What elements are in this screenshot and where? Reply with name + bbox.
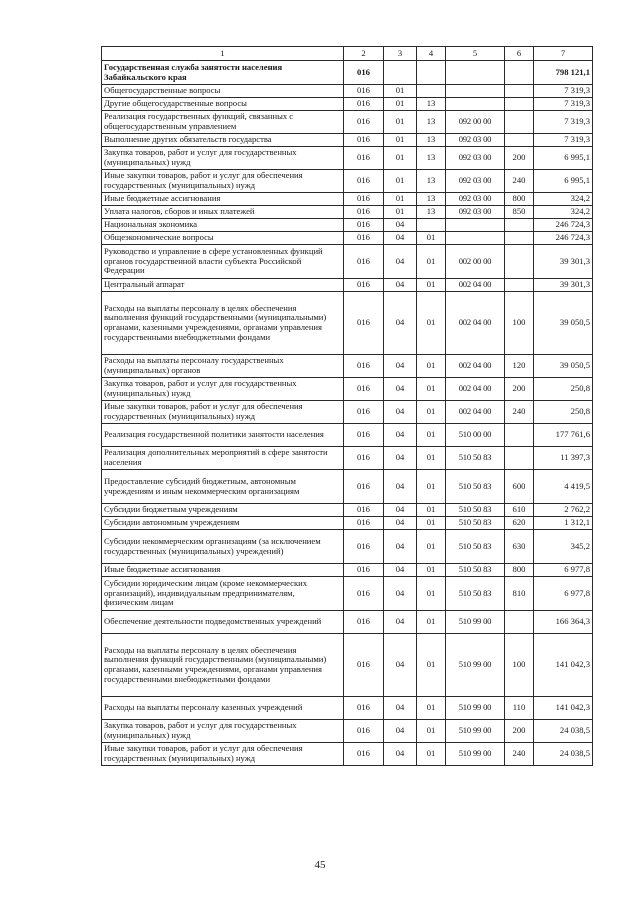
- target-code-cell: 092 03 00: [446, 206, 505, 219]
- target-code-cell: 002 04 00: [446, 378, 505, 401]
- row-name-cell: Субсидии бюджетным учреждениям: [102, 504, 344, 517]
- table-row: [102, 147, 593, 170]
- section-code-cell: 04: [384, 279, 417, 292]
- expense-type-cell: 800: [505, 564, 534, 577]
- subsection-code-cell: 13: [417, 193, 446, 206]
- expense-type-cell: [505, 424, 534, 447]
- amount-cell: 39 301,3: [534, 279, 593, 292]
- ministry-code-cell: 016: [344, 577, 384, 611]
- amount-cell: 39 301,3: [534, 245, 593, 279]
- row-name-cell: Государственная служба занятости населения Забайкальского края: [102, 61, 344, 85]
- ministry-code-cell: 016: [344, 611, 384, 634]
- table-row: [102, 134, 593, 147]
- ministry-code-cell: 016: [344, 219, 384, 232]
- page-number: 45: [314, 859, 326, 871]
- budget-table: [101, 46, 593, 766]
- table-row: [102, 470, 593, 504]
- expense-type-cell: [505, 111, 534, 134]
- target-code-cell: 510 99 00: [446, 743, 505, 766]
- amount-cell: 250,8: [534, 378, 593, 401]
- target-code-cell: 092 03 00: [446, 193, 505, 206]
- header-row: [102, 47, 593, 61]
- table-row: [102, 517, 593, 530]
- subsection-code-cell: 13: [417, 111, 446, 134]
- amount-cell: 7 319,3: [534, 98, 593, 111]
- expense-type-cell: 620: [505, 517, 534, 530]
- target-code-cell: 002 04 00: [446, 279, 505, 292]
- expense-type-cell: [505, 245, 534, 279]
- amount-cell: 324,2: [534, 193, 593, 206]
- table-row: [102, 424, 593, 447]
- row-name-cell: Реализация дополнительных мероприятий в сфере занятости населения: [102, 447, 344, 470]
- subsection-code-cell: 01: [417, 697, 446, 720]
- ministry-code-cell: 016: [344, 61, 384, 85]
- expense-type-cell: 630: [505, 530, 534, 564]
- section-code-cell: 01: [384, 193, 417, 206]
- section-code-cell: 04: [384, 504, 417, 517]
- row-name-cell: Закупка товаров, работ и услуг для государственных (муниципальных) нужд: [102, 378, 344, 401]
- table-row: [102, 504, 593, 517]
- section-code-cell: 04: [384, 219, 417, 232]
- amount-cell: 7 319,3: [534, 111, 593, 134]
- ministry-code-cell: 016: [344, 634, 384, 697]
- section-code-cell: 04: [384, 424, 417, 447]
- section-code-cell: 04: [384, 401, 417, 424]
- subsection-code-cell: 01: [417, 232, 446, 245]
- header-cell-6: 6: [505, 47, 534, 61]
- table-row: [102, 206, 593, 219]
- expense-type-cell: 240: [505, 170, 534, 193]
- row-name-cell: Расходы на выплаты персоналу в целях обеспечения выполнения функций государственными (муниципальными) органами, казенными учреждениями, органами управления государственными внебюджетными фондами: [102, 634, 344, 697]
- section-code-cell: 01: [384, 147, 417, 170]
- row-name-cell: Расходы на выплаты персоналу государственных (муниципальных) органов: [102, 355, 344, 378]
- table-row: [102, 530, 593, 564]
- expense-type-cell: 810: [505, 577, 534, 611]
- amount-cell: 6 977,8: [534, 564, 593, 577]
- section-code-cell: 01: [384, 85, 417, 98]
- target-code-cell: 510 50 83: [446, 517, 505, 530]
- target-code-cell: [446, 232, 505, 245]
- subsection-code-cell: 01: [417, 470, 446, 504]
- section-code-cell: 04: [384, 447, 417, 470]
- target-code-cell: 510 50 83: [446, 577, 505, 611]
- section-code-cell: 04: [384, 611, 417, 634]
- section-code-cell: 04: [384, 743, 417, 766]
- amount-cell: 7 319,3: [534, 85, 593, 98]
- subsection-code-cell: [417, 85, 446, 98]
- table-row: [102, 85, 593, 98]
- amount-cell: 4 419,5: [534, 470, 593, 504]
- target-code-cell: [446, 98, 505, 111]
- header-cell-4: 4: [417, 47, 446, 61]
- target-code-cell: 092 03 00: [446, 170, 505, 193]
- section-code-cell: 04: [384, 245, 417, 279]
- row-name-cell: Субсидии автономным учреждениям: [102, 517, 344, 530]
- subsection-code-cell: 01: [417, 401, 446, 424]
- row-name-cell: Иные закупки товаров, работ и услуг для обеспечения государственных (муниципальных) нужд: [102, 401, 344, 424]
- amount-cell: 11 397,3: [534, 447, 593, 470]
- ministry-code-cell: 016: [344, 85, 384, 98]
- table-row: [102, 355, 593, 378]
- ministry-code-cell: 016: [344, 470, 384, 504]
- row-name-cell: Руководство и управление в сфере установленных функций органов государственной власти субъекта Российской Федерации: [102, 245, 344, 279]
- amount-cell: 141 042,3: [534, 697, 593, 720]
- row-name-cell: Расходы на выплаты персоналу в целях обеспечения выполнения функций государственными (муниципальными) органами, казенными учреждениями, органами управления государственными внебюджетными фондами: [102, 292, 344, 355]
- expense-type-cell: 200: [505, 720, 534, 743]
- subsection-code-cell: [417, 61, 446, 85]
- table-row: [102, 634, 593, 697]
- ministry-code-cell: 016: [344, 517, 384, 530]
- expense-type-cell: [505, 611, 534, 634]
- row-name-cell: Иные закупки товаров, работ и услуг для обеспечения государственных (муниципальных) нужд: [102, 743, 344, 766]
- header-cell-3: 3: [384, 47, 417, 61]
- ministry-code-cell: 016: [344, 279, 384, 292]
- section-code-cell: 04: [384, 530, 417, 564]
- expense-type-cell: 100: [505, 634, 534, 697]
- expense-type-cell: [505, 98, 534, 111]
- section-code-cell: 04: [384, 577, 417, 611]
- target-code-cell: 002 04 00: [446, 355, 505, 378]
- target-code-cell: 510 50 83: [446, 447, 505, 470]
- table-row: [102, 611, 593, 634]
- row-name-cell: Обеспечение деятельности подведомственных учреждений: [102, 611, 344, 634]
- target-code-cell: 002 04 00: [446, 401, 505, 424]
- row-name-cell: Расходы на выплаты персоналу казенных учреждений: [102, 697, 344, 720]
- section-code-cell: 01: [384, 98, 417, 111]
- subsection-code-cell: 01: [417, 634, 446, 697]
- table-row: [102, 720, 593, 743]
- target-code-cell: 092 03 00: [446, 147, 505, 170]
- ministry-code-cell: 016: [344, 447, 384, 470]
- header-cell-5: 5: [446, 47, 505, 61]
- amount-cell: 6 995,1: [534, 147, 593, 170]
- amount-cell: 6 995,1: [534, 170, 593, 193]
- amount-cell: 39 050,5: [534, 292, 593, 355]
- row-name-cell: Субсидии некоммерческим организациям (за исключением государственных (муниципальных) учреждений): [102, 530, 344, 564]
- ministry-code-cell: 016: [344, 697, 384, 720]
- amount-cell: 24 038,5: [534, 720, 593, 743]
- subsection-code-cell: 13: [417, 206, 446, 219]
- ministry-code-cell: 016: [344, 564, 384, 577]
- ministry-code-cell: 016: [344, 111, 384, 134]
- target-code-cell: 510 99 00: [446, 611, 505, 634]
- subsection-code-cell: 01: [417, 378, 446, 401]
- target-code-cell: [446, 219, 505, 232]
- subsection-code-cell: 01: [417, 720, 446, 743]
- expense-type-cell: 240: [505, 743, 534, 766]
- expense-type-cell: 800: [505, 193, 534, 206]
- table-row: [102, 279, 593, 292]
- row-name-cell: Иные бюджетные ассигнования: [102, 564, 344, 577]
- table-row: [102, 564, 593, 577]
- table-row: [102, 193, 593, 206]
- amount-cell: 7 319,3: [534, 134, 593, 147]
- row-name-cell: Иные бюджетные ассигнования: [102, 193, 344, 206]
- amount-cell: 345,2: [534, 530, 593, 564]
- section-code-cell: 04: [384, 355, 417, 378]
- ministry-code-cell: 016: [344, 170, 384, 193]
- target-code-cell: 510 99 00: [446, 634, 505, 697]
- ministry-code-cell: 016: [344, 193, 384, 206]
- ministry-code-cell: 016: [344, 504, 384, 517]
- row-name-cell: Реализация государственных функций, связанных с общегосударственным управлением: [102, 111, 344, 134]
- ministry-code-cell: 016: [344, 245, 384, 279]
- section-code-cell: 01: [384, 206, 417, 219]
- expense-type-cell: [505, 134, 534, 147]
- row-name-cell: Общегосударственные вопросы: [102, 85, 344, 98]
- section-code-cell: 01: [384, 134, 417, 147]
- amount-cell: 24 038,5: [534, 743, 593, 766]
- expense-type-cell: [505, 279, 534, 292]
- expense-type-cell: 110: [505, 697, 534, 720]
- expense-type-cell: 120: [505, 355, 534, 378]
- table-row: [102, 447, 593, 470]
- section-code-cell: 04: [384, 634, 417, 697]
- header-cell-2: 2: [344, 47, 384, 61]
- expense-type-cell: [505, 232, 534, 245]
- table-row: [102, 98, 593, 111]
- amount-cell: 166 364,3: [534, 611, 593, 634]
- row-name-cell: Иные закупки товаров, работ и услуг для обеспечения государственных (муниципальных) нужд: [102, 170, 344, 193]
- table-row: [102, 743, 593, 766]
- subsection-code-cell: 01: [417, 530, 446, 564]
- ministry-code-cell: 016: [344, 98, 384, 111]
- target-code-cell: 002 04 00: [446, 292, 505, 355]
- expense-type-cell: [505, 447, 534, 470]
- row-name-cell: Предоставление субсидий бюджетным, автономным учреждениям и иным некоммерческим организациям: [102, 470, 344, 504]
- subsection-code-cell: 13: [417, 98, 446, 111]
- amount-cell: 1 312,1: [534, 517, 593, 530]
- ministry-code-cell: 016: [344, 401, 384, 424]
- section-code-cell: [384, 61, 417, 85]
- row-name-cell: Центральный аппарат: [102, 279, 344, 292]
- ministry-code-cell: 016: [344, 378, 384, 401]
- ministry-code-cell: 016: [344, 743, 384, 766]
- section-code-cell: 04: [384, 378, 417, 401]
- amount-cell: 6 977,8: [534, 577, 593, 611]
- section-code-cell: 04: [384, 697, 417, 720]
- table-row: [102, 378, 593, 401]
- target-code-cell: 510 50 83: [446, 504, 505, 517]
- ministry-code-cell: 016: [344, 355, 384, 378]
- table-row: [102, 245, 593, 279]
- amount-cell: 250,8: [534, 401, 593, 424]
- subsection-code-cell: 01: [417, 245, 446, 279]
- table-row: [102, 292, 593, 355]
- subsection-code-cell: 01: [417, 611, 446, 634]
- subsection-code-cell: 13: [417, 170, 446, 193]
- expense-type-cell: 850: [505, 206, 534, 219]
- table-row: [102, 111, 593, 134]
- amount-cell: 39 050,5: [534, 355, 593, 378]
- expense-type-cell: 600: [505, 470, 534, 504]
- amount-cell: 798 121,1: [534, 61, 593, 85]
- row-name-cell: Закупка товаров, работ и услуг для государственных (муниципальных) нужд: [102, 147, 344, 170]
- subsection-code-cell: 01: [417, 279, 446, 292]
- row-name-cell: Общеэкономические вопросы: [102, 232, 344, 245]
- table-row: [102, 697, 593, 720]
- expense-type-cell: [505, 219, 534, 232]
- ministry-code-cell: 016: [344, 134, 384, 147]
- row-name-cell: Субсидии юридическим лицам (кроме некоммерческих организаций), индивидуальным предпринимателям, физическим лицам: [102, 577, 344, 611]
- target-code-cell: 510 99 00: [446, 720, 505, 743]
- target-code-cell: 510 50 83: [446, 470, 505, 504]
- table-row: [102, 170, 593, 193]
- header-cell-1: 1: [102, 47, 344, 61]
- target-code-cell: 092 00 00: [446, 111, 505, 134]
- amount-cell: 141 042,3: [534, 634, 593, 697]
- table-row: [102, 61, 593, 85]
- ministry-code-cell: 016: [344, 530, 384, 564]
- table-body: [102, 47, 593, 766]
- table-row: [102, 577, 593, 611]
- subsection-code-cell: 01: [417, 504, 446, 517]
- target-code-cell: 002 00 00: [446, 245, 505, 279]
- subsection-code-cell: 01: [417, 292, 446, 355]
- subsection-code-cell: 13: [417, 134, 446, 147]
- section-code-cell: 04: [384, 292, 417, 355]
- subsection-code-cell: 01: [417, 564, 446, 577]
- section-code-cell: 04: [384, 517, 417, 530]
- amount-cell: 246 724,3: [534, 219, 593, 232]
- target-code-cell: 510 00 00: [446, 424, 505, 447]
- ministry-code-cell: 016: [344, 424, 384, 447]
- subsection-code-cell: [417, 219, 446, 232]
- target-code-cell: [446, 85, 505, 98]
- section-code-cell: 01: [384, 170, 417, 193]
- target-code-cell: 510 99 00: [446, 697, 505, 720]
- subsection-code-cell: 01: [417, 424, 446, 447]
- expense-type-cell: [505, 85, 534, 98]
- section-code-cell: 04: [384, 564, 417, 577]
- subsection-code-cell: 01: [417, 447, 446, 470]
- target-code-cell: 510 50 83: [446, 530, 505, 564]
- ministry-code-cell: 016: [344, 206, 384, 219]
- expense-type-cell: 100: [505, 292, 534, 355]
- target-code-cell: 092 03 00: [446, 134, 505, 147]
- expense-type-cell: [505, 61, 534, 85]
- section-code-cell: 04: [384, 720, 417, 743]
- expense-type-cell: 200: [505, 378, 534, 401]
- target-code-cell: [446, 61, 505, 85]
- ministry-code-cell: 016: [344, 147, 384, 170]
- amount-cell: 246 724,3: [534, 232, 593, 245]
- header-cell-7: 7: [534, 47, 593, 61]
- subsection-code-cell: 13: [417, 147, 446, 170]
- subsection-code-cell: 01: [417, 743, 446, 766]
- section-code-cell: 04: [384, 232, 417, 245]
- amount-cell: 324,2: [534, 206, 593, 219]
- subsection-code-cell: 01: [417, 517, 446, 530]
- ministry-code-cell: 016: [344, 292, 384, 355]
- ministry-code-cell: 016: [344, 720, 384, 743]
- row-name-cell: Реализация государственной политики занятости населения: [102, 424, 344, 447]
- table-row: [102, 219, 593, 232]
- ministry-code-cell: 016: [344, 232, 384, 245]
- expense-type-cell: 240: [505, 401, 534, 424]
- target-code-cell: 510 50 83: [446, 564, 505, 577]
- section-code-cell: 04: [384, 470, 417, 504]
- subsection-code-cell: 01: [417, 577, 446, 611]
- row-name-cell: Национальная экономика: [102, 219, 344, 232]
- amount-cell: 177 761,6: [534, 424, 593, 447]
- amount-cell: 2 762,2: [534, 504, 593, 517]
- row-name-cell: Другие общегосударственные вопросы: [102, 98, 344, 111]
- subsection-code-cell: 01: [417, 355, 446, 378]
- table-row: [102, 401, 593, 424]
- row-name-cell: Закупка товаров, работ и услуг для государственных (муниципальных) нужд: [102, 720, 344, 743]
- table-row: [102, 232, 593, 245]
- row-name-cell: Выполнение других обязательств государства: [102, 134, 344, 147]
- row-name-cell: Уплата налогов, сборов и иных платежей: [102, 206, 344, 219]
- section-code-cell: 01: [384, 111, 417, 134]
- expense-type-cell: 610: [505, 504, 534, 517]
- expense-type-cell: 200: [505, 147, 534, 170]
